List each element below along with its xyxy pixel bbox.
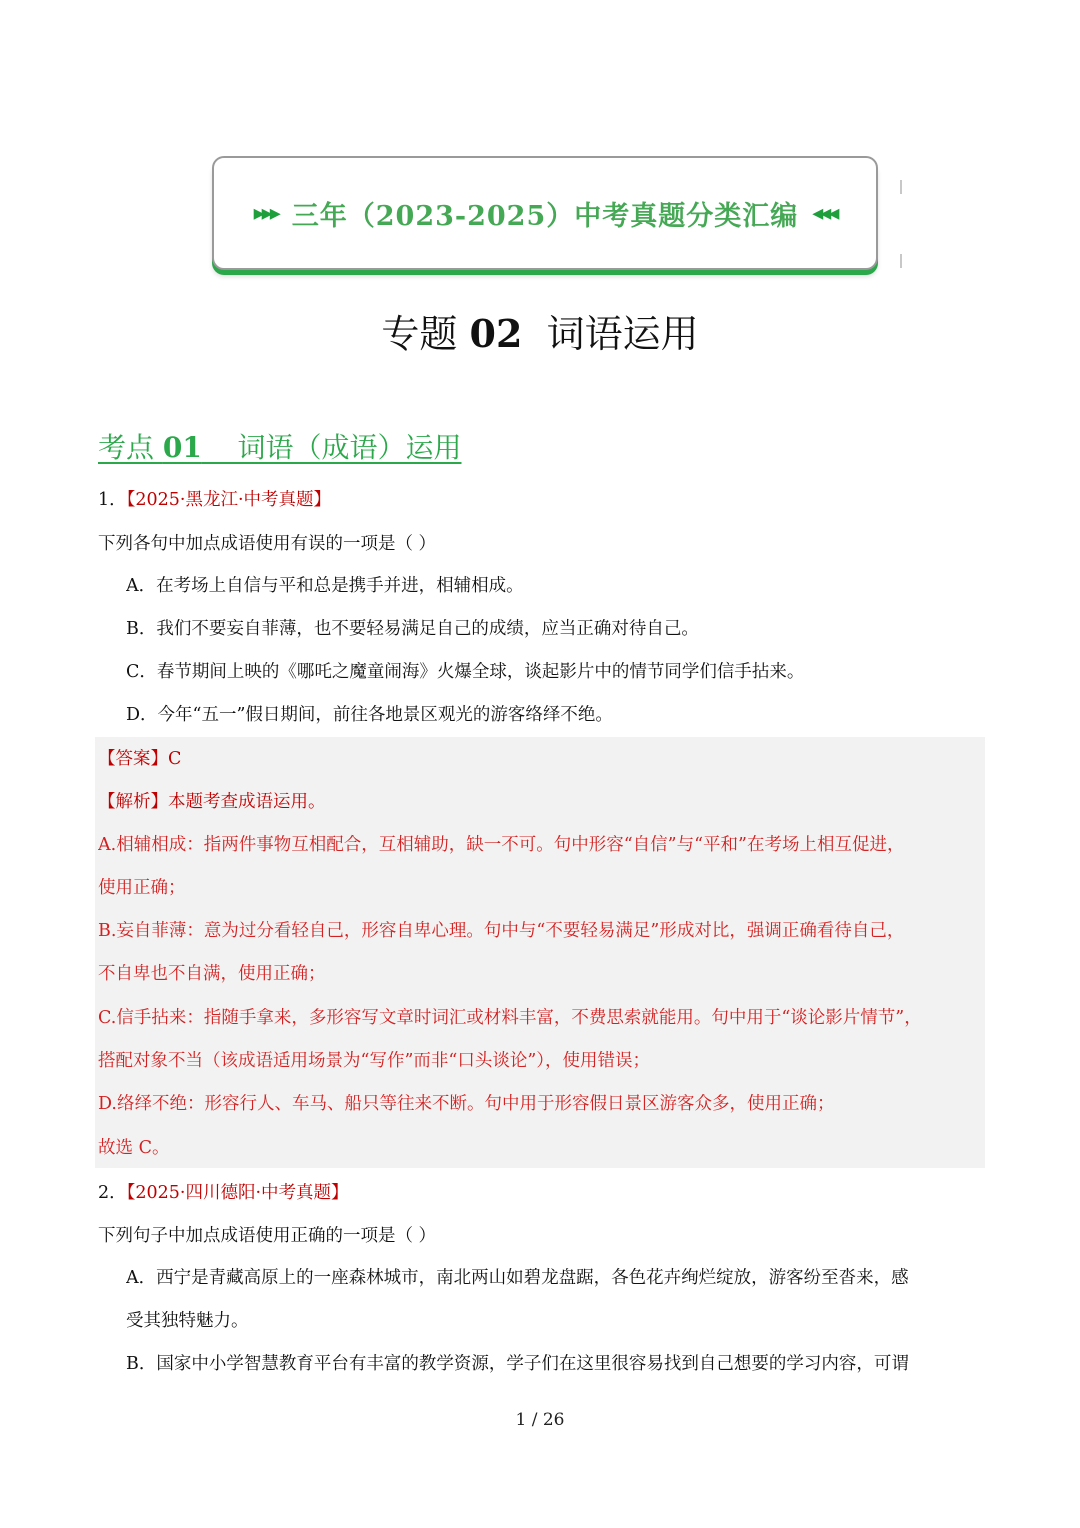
title-number: 02 (469, 311, 523, 356)
question-2-option-a: A．西宁是青藏高原上的一座森林城市，南北两山如碧龙盘踞，各色花卉绚烂绽放，游客纷至沓来，感 (126, 1268, 909, 1288)
section-suffix: 词语（成语）运用 (201, 431, 462, 464)
question-1-stem: 下列各句中加点成语使用有误的一项是（ ） (98, 534, 437, 554)
analysis-line: B.妄自菲薄：意为过分看轻自己，形容自卑心理。句中与“不要轻易满足”形成对比，强调正确看待自己， (98, 921, 905, 941)
analysis-conclusion: 故选 C。 (98, 1138, 170, 1158)
question-1-option-a: A．在考场上自信与平和总是携手并进，相辅相成。 (126, 576, 524, 596)
analysis-header (98, 787, 986, 817)
edge-mark-bottom (900, 254, 902, 268)
question-2-header (98, 1178, 986, 1208)
question-2-option-a-cont: 受其独特魅力。 (126, 1311, 249, 1331)
title-prefix: 专题 (381, 312, 470, 356)
banner-content (254, 194, 837, 233)
analysis-line: 使用正确； (98, 878, 186, 898)
question-2-option-b: B．国家中小学智慧教育平台有丰富的教学资源，学子们在这里很容易找到自己想要的学习内容，可谓 (126, 1354, 909, 1374)
section-prefix: 考点 (98, 431, 163, 464)
section-heading (98, 428, 461, 468)
question-1-source: 【2025·黑龙江·中考真题】 (126, 490, 332, 510)
answer-line (98, 744, 986, 774)
analysis-label: 【解析】 (98, 792, 168, 812)
analysis-line: 不自卑也不自满，使用正确； (98, 964, 326, 984)
section-number: 01 (162, 431, 202, 464)
question-2-number: 2． (98, 1183, 127, 1203)
page-number: 1 / 26 (515, 1410, 565, 1430)
analysis-line: 搭配对象不当（该成语适用场景为“写作”而非“口头谈论”），使用错误； (98, 1051, 651, 1071)
banner-arrows-right-icon: ◂◂◂ (812, 200, 837, 226)
page-title (0, 308, 1080, 360)
analysis-line: D.络绎不绝：形容行人、车马、船只等往来不断。句中用于形容假日景区游客众多，使用正确； (98, 1094, 835, 1114)
analysis-line: A.相辅相成：指两件事物互相配合，互相辅助，缺一不可。句中形容“自信”与“平和”在考场上相互促进， (98, 835, 905, 855)
question-1-option-c: C．春节期间上映的《哪吒之魔童闹海》火爆全球，谈起影片中的情节同学们信手拈来。 (126, 662, 805, 682)
analysis-line: C.信手拈来：指随手拿来，多形容写文章时词汇或材料丰富，不费思索就能用。句中用于“谈论影片情节”， (98, 1008, 922, 1028)
answer-value: C (168, 749, 182, 769)
answer-label: 【答案】 (98, 749, 168, 769)
question-1-option-b: B．我们不要妄自菲薄，也不要轻易满足自己的成绩，应当正确对待自己。 (126, 619, 699, 639)
title-suffix: 词语运用 (522, 312, 699, 356)
question-2-stem: 下列句子中加点成语使用正确的一项是（ ） (98, 1226, 437, 1246)
analysis-intro: 本题考查成语运用。 (168, 792, 326, 812)
question-1-header (98, 485, 986, 515)
edge-mark-top (900, 180, 902, 194)
question-1-number: 1． (98, 490, 127, 510)
banner-title: 三年（2023-2025）中考真题分类汇编 (291, 200, 799, 232)
banner-arrows-left-icon: ▸▸▸ (253, 200, 278, 226)
question-2-source: 【2025·四川德阳·中考真题】 (126, 1183, 349, 1203)
header-banner (212, 156, 878, 270)
question-1-option-d: D．今年“五一”假日期间，前往各地景区观光的游客络绎不绝。 (126, 705, 613, 725)
